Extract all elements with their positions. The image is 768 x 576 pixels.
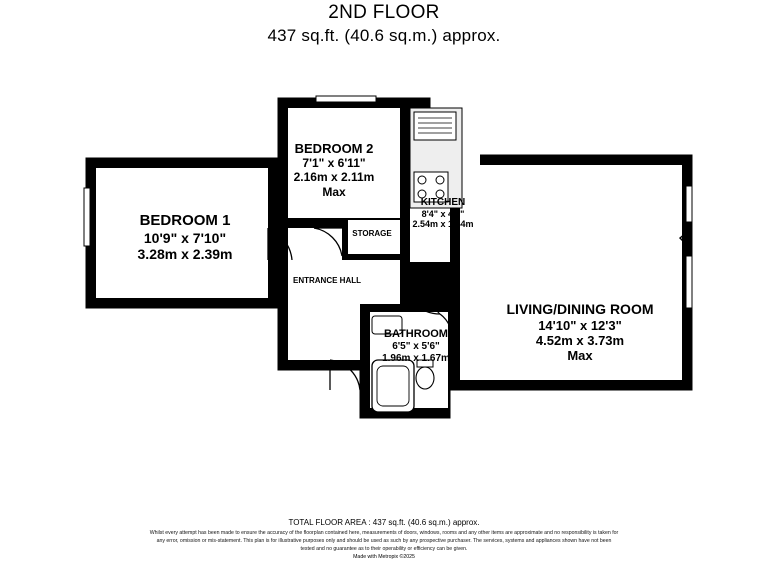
plan-header [0,0,768,46]
label-kitchen [388,197,498,230]
label-bathroom [358,328,474,365]
page-subtitle: 437 sq.ft. (40.6 sq.m.) approx. [267,26,501,45]
bedroom1-name: BEDROOM 1 [139,212,231,229]
window-living-upper [686,186,692,222]
label-living-dining [470,301,690,364]
living-dim-imperial: 14'10" x 12'3" [538,317,622,333]
bathroom-name: BATHROOM [384,328,448,340]
bathroom-dim-imperial: 6'5" x 5'6" [392,340,440,352]
wc-icon [416,367,434,389]
label-storage [342,229,402,238]
wall-storage-bottom [342,254,400,260]
made-with-text: Made with Metropix ©2025 [353,554,415,561]
total-floor-area: TOTAL FLOOR AREA : 437 sq.ft. (40.6 sq.m.) approx. [288,518,480,527]
bedroom1-dim-metric: 3.28m x 2.39m [137,246,233,263]
kitchen-name: KITCHEN [420,197,466,208]
wall-hall-bottom [278,360,322,370]
living-name: LIVING/DINING ROOM [506,301,654,317]
plan-footer [0,518,768,560]
label-bedroom1 [90,212,280,263]
entrance-hall-name: ENTRANCE HALL [293,276,361,285]
bedroom2-dim-imperial: 7'1" x 6'11" [302,156,366,171]
floorplan-canvas [0,60,768,510]
disclaimer-text: Whilst every attempt has been made to ensure the accuracy of the floorplan contained here, measurements of doors, windows, rooms and any other items are approximate and no responsibility is taken for any error, omission or mis-statement. This plan is for illustrative purposes only and should be used as such by any prospective purchaser. The services, systems and appliances shown have not been tested and no guarantee as to their operability or efficiency can be given. [149,530,619,552]
storage-name: STORAGE [352,229,392,238]
page-title: 2ND FLOOR [328,2,440,23]
bedroom2-note: Max [322,184,346,199]
bedroom2-dim-metric: 2.16m x 2.11m [293,170,375,185]
wall-bedroom2-bottom [288,218,348,228]
bedroom1-dim-imperial: 10'9" x 7'10" [143,229,227,246]
living-note: Max [567,348,593,364]
bathroom-dim-metric: 1.96m x 1.67m [382,352,450,364]
kitchen-dim-imperial: 8'4" x 4'9" [421,208,465,219]
sink-icon [414,112,456,140]
window-bedroom2 [316,96,376,102]
kitchen-dim-metric: 2.54m x 1.44m [412,219,474,230]
label-bedroom2 [250,141,418,199]
floorplan-svg [0,60,768,510]
bedroom2-name: BEDROOM 2 [294,141,374,156]
living-dim-metric: 4.52m x 3.73m [535,332,625,348]
label-entrance-hall [272,276,382,285]
wall-storage-left [342,218,348,260]
